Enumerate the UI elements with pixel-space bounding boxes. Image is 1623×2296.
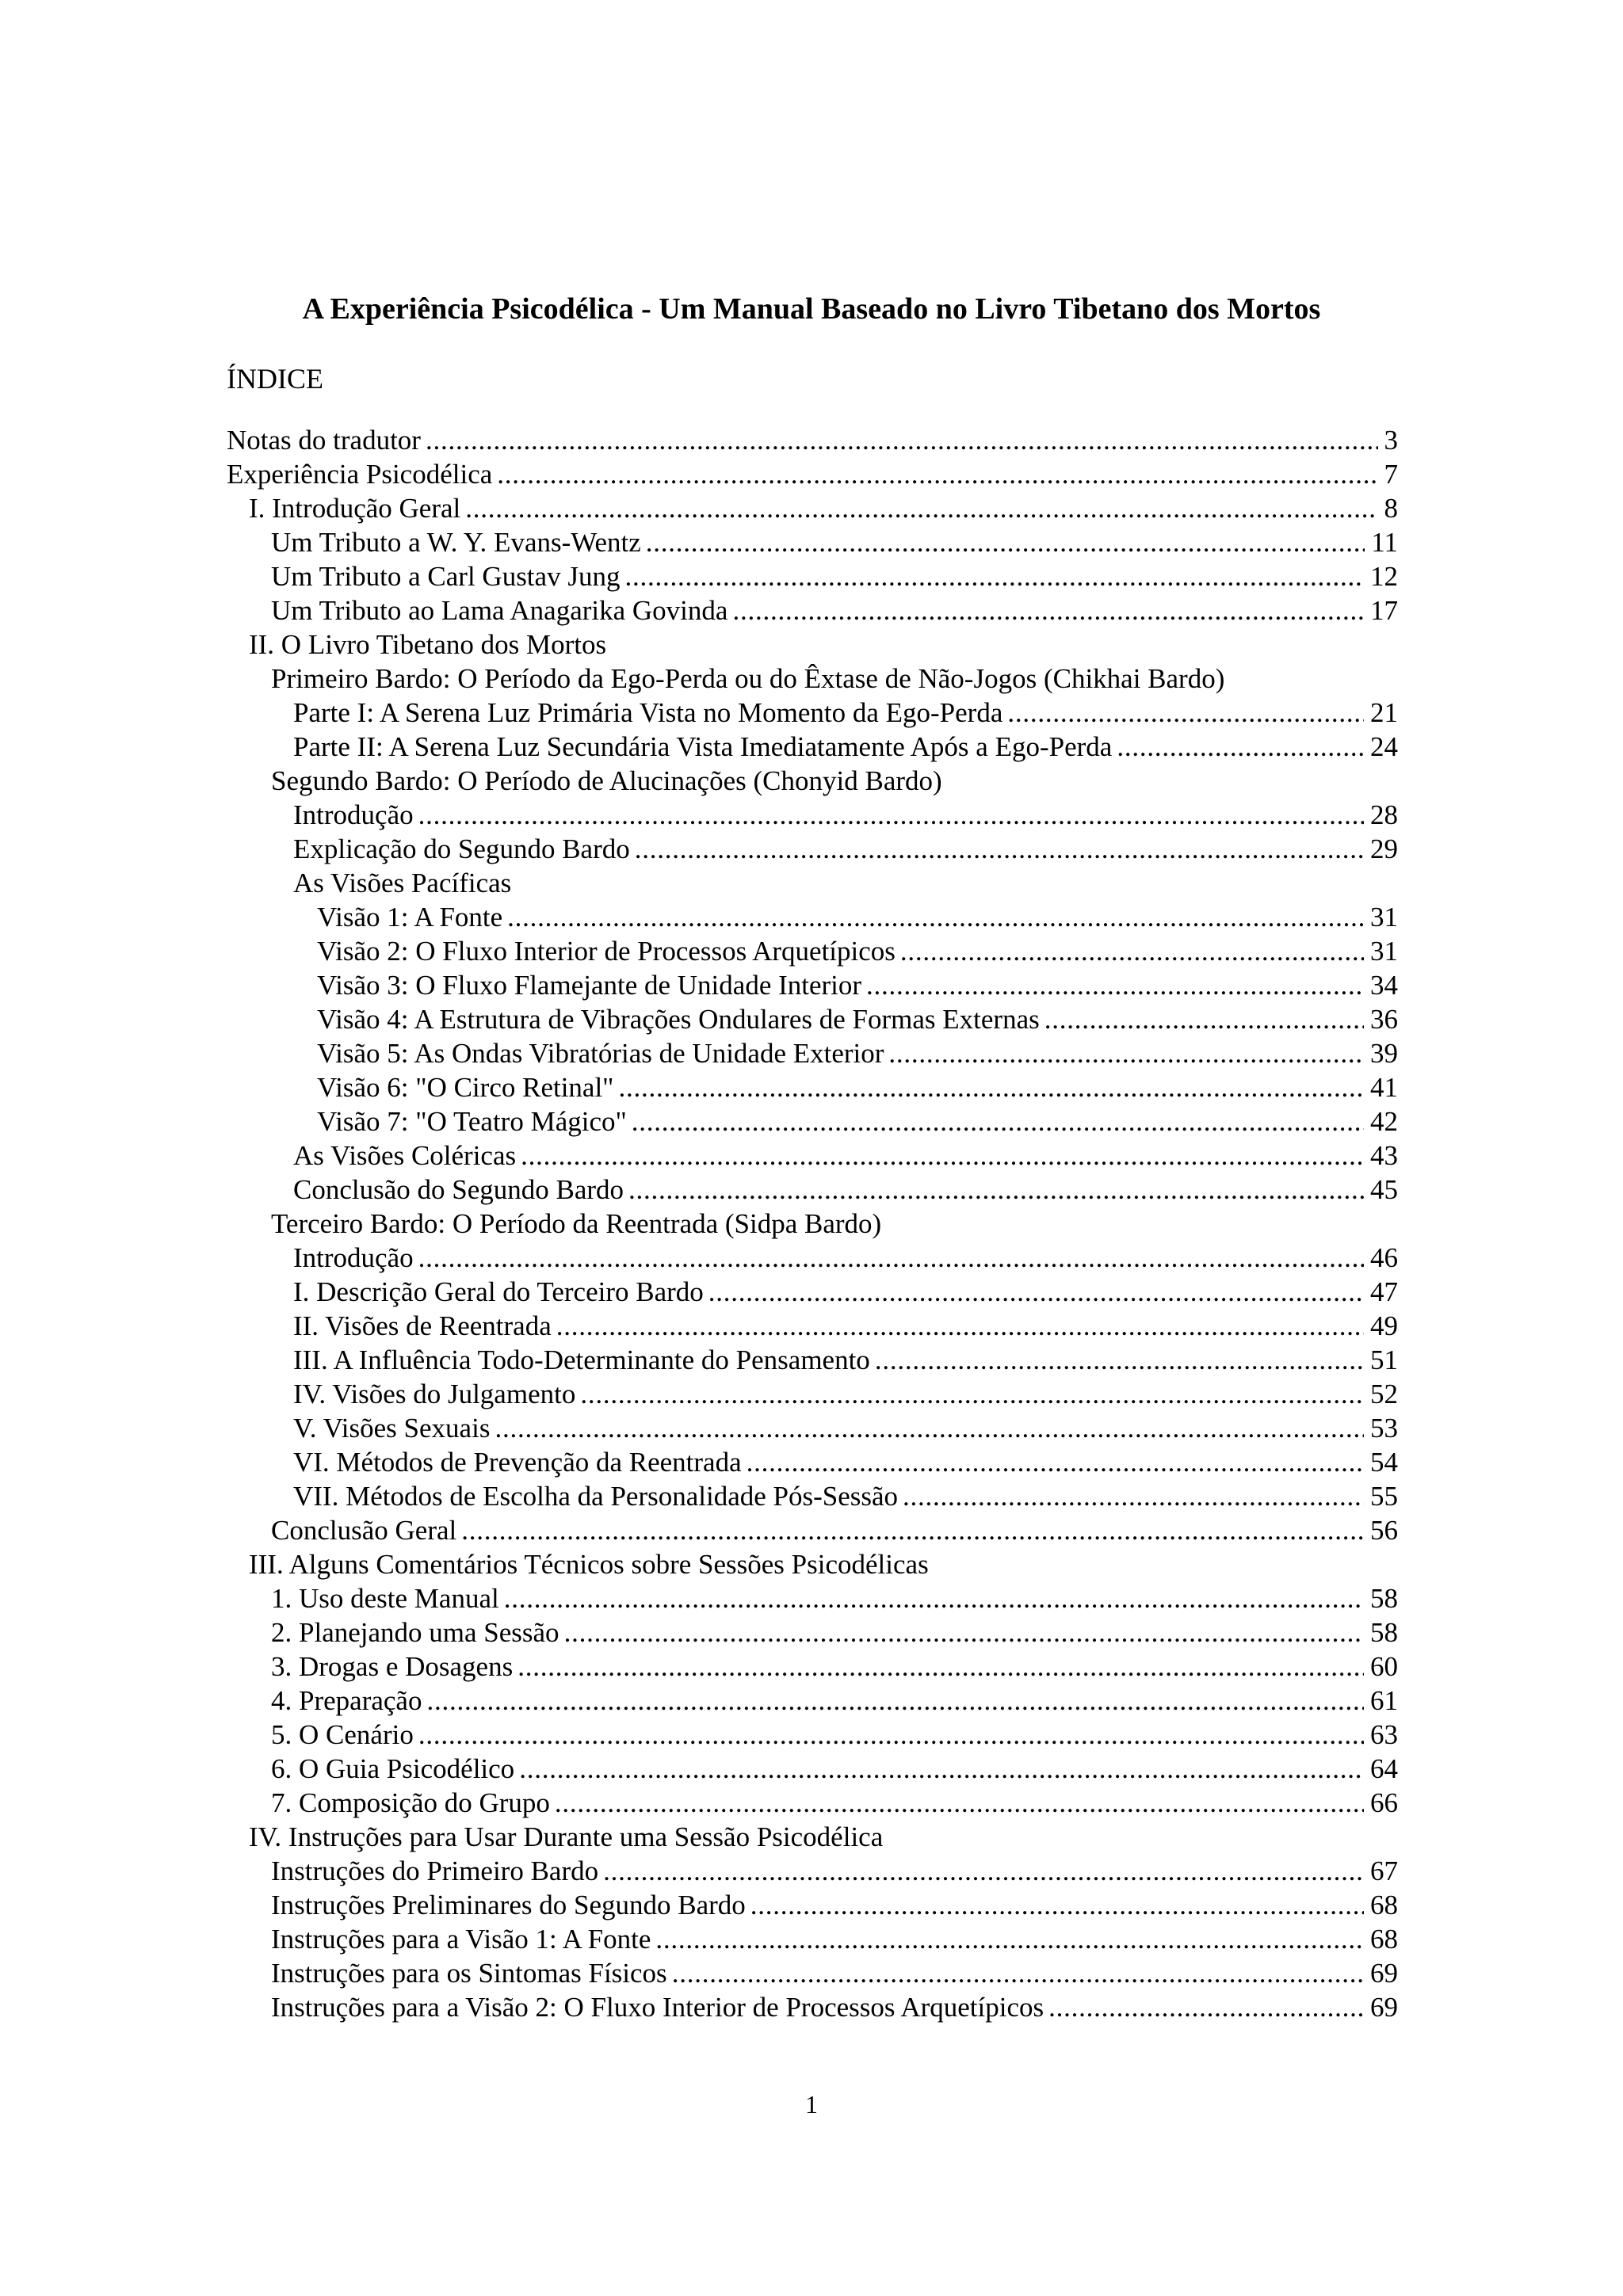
toc-entry-page: 7 — [1384, 459, 1398, 490]
toc-entry-title: Primeiro Bardo: O Período da Ego-Perda ou do Êxtase de Não-Jogos (Chikhai Bardo) — [271, 663, 1225, 694]
toc-dot-leader — [750, 1888, 1364, 1922]
toc-entry[interactable] — [227, 457, 1398, 491]
toc-entry[interactable] — [227, 1615, 1398, 1650]
toc-entry-title: Parte II: A Serena Luz Secundária Vista Imediatamente Após a Ego-Perda — [293, 731, 1113, 762]
toc-dot-leader — [732, 593, 1364, 627]
toc-entry-title: V. Visões Sexuais — [293, 1413, 491, 1444]
toc-dot-leader — [564, 1615, 1364, 1650]
toc-dot-leader — [504, 1581, 1364, 1615]
toc-entry-title: 4. Preparação — [271, 1685, 422, 1716]
toc-entry-title: I. Descrição Geral do Terceiro Bardo — [293, 1276, 704, 1307]
toc-entry[interactable] — [227, 1104, 1398, 1138]
toc-dot-leader — [672, 1956, 1364, 1990]
toc-dot-leader — [418, 1718, 1364, 1752]
toc-entry-title: Visão 6: "O Circo Retinal" — [317, 1072, 614, 1103]
toc-dot-leader — [519, 1752, 1364, 1786]
toc-entry-page: 55 — [1370, 1481, 1398, 1512]
toc-entry-page: 67 — [1370, 1855, 1398, 1886]
toc-entry-title: III. A Influência Todo-Determinante do Pensamento — [293, 1344, 870, 1375]
toc-dot-leader — [903, 1479, 1364, 1513]
toc-entry-page: 68 — [1370, 1890, 1398, 1920]
toc-entry-title: I. Introdução Geral — [249, 493, 461, 524]
toc-dot-leader — [1048, 1990, 1364, 2024]
toc-entry-page: 53 — [1370, 1413, 1398, 1444]
toc-entry[interactable] — [227, 593, 1398, 627]
index-heading: ÍNDICE — [227, 363, 323, 395]
toc-entry[interactable] — [227, 764, 1398, 798]
toc-entry[interactable] — [227, 1752, 1398, 1786]
toc-entry[interactable] — [227, 1650, 1398, 1684]
toc-dot-leader — [888, 1036, 1364, 1070]
toc-dot-leader — [1044, 1002, 1364, 1036]
toc-entry-page: 60 — [1370, 1651, 1398, 1682]
toc-entry[interactable] — [227, 832, 1398, 866]
toc-entry-page: 39 — [1370, 1038, 1398, 1069]
toc-entry[interactable] — [227, 1888, 1398, 1922]
toc-entry-title: Um Tributo a W. Y. Evans-Wentz — [271, 527, 641, 558]
toc-entry-page: 52 — [1370, 1379, 1398, 1409]
toc-dot-leader — [875, 1343, 1364, 1377]
toc-entry-page: 68 — [1370, 1924, 1398, 1955]
toc-entry-page: 54 — [1370, 1447, 1398, 1478]
toc-entry[interactable] — [227, 1309, 1398, 1343]
toc-entry-page: 8 — [1384, 493, 1398, 524]
toc-entry[interactable] — [227, 1922, 1398, 1956]
toc-entry-title: Instruções do Primeiro Bardo — [271, 1855, 599, 1886]
toc-entry[interactable] — [227, 1275, 1398, 1309]
toc-entry-page: 66 — [1370, 1787, 1398, 1818]
toc-entry-title: Um Tributo ao Lama Anagarika Govinda — [271, 595, 728, 626]
toc-entry-page: 56 — [1370, 1515, 1398, 1546]
toc-entry[interactable] — [227, 1241, 1398, 1275]
toc-entry-title: Explicação do Segundo Bardo — [293, 833, 630, 864]
toc-entry[interactable] — [227, 1138, 1398, 1173]
toc-entry[interactable] — [227, 1070, 1398, 1104]
toc-dot-leader — [866, 968, 1364, 1002]
toc-entry[interactable] — [227, 1002, 1398, 1036]
toc-dot-leader — [708, 1275, 1364, 1309]
toc-entry-title: Experiência Psicodélica — [227, 459, 493, 490]
toc-entry[interactable] — [227, 968, 1398, 1002]
toc-dot-leader — [900, 934, 1364, 968]
toc-entry[interactable] — [227, 1411, 1398, 1445]
toc-entry-page: 3 — [1384, 425, 1398, 456]
toc-entry-page: 11 — [1371, 527, 1398, 558]
toc-entry[interactable] — [227, 798, 1398, 832]
toc-entry-title: Notas do tradutor — [227, 425, 421, 456]
toc-entry-page: 17 — [1370, 595, 1398, 626]
toc-entry[interactable] — [227, 1820, 1398, 1854]
toc-entry-title: Parte I: A Serena Luz Primária Vista no Momento da Ego-Perda — [293, 697, 1003, 728]
toc-entry[interactable] — [227, 696, 1398, 730]
toc-entry-title: Visão 7: "O Teatro Mágico" — [317, 1106, 627, 1137]
toc-entry-title: 6. O Guia Psicodélico — [271, 1753, 515, 1784]
toc-entry[interactable] — [227, 866, 1398, 900]
toc-entry-title: Terceiro Bardo: O Período da Reentrada (Sidpa Bardo) — [271, 1208, 882, 1239]
toc-dot-leader — [555, 1786, 1364, 1820]
toc-entry-title: IV. Visões do Julgamento — [293, 1379, 576, 1409]
toc-entry-page: 46 — [1370, 1242, 1398, 1273]
toc-entry[interactable] — [227, 1581, 1398, 1615]
toc-entry-page: 61 — [1370, 1685, 1398, 1716]
document-title: A Experiência Psicodélica - Um Manual Baseado no Livro Tibetano dos Mortos — [302, 292, 1321, 326]
toc-dot-leader — [556, 1309, 1364, 1343]
toc-entry[interactable] — [227, 1513, 1398, 1547]
toc-entry[interactable] — [227, 662, 1398, 696]
toc-entry-title: Instruções para a Visão 1: A Fonte — [271, 1924, 651, 1955]
toc-entry-title: 5. O Cenário — [271, 1719, 414, 1750]
toc-entry-title: Instruções Preliminares do Segundo Bardo — [271, 1890, 746, 1920]
toc-entry-title: 7. Composição do Grupo — [271, 1787, 550, 1818]
toc-entry-title: Introdução — [293, 799, 414, 830]
toc-dot-leader — [747, 1445, 1364, 1479]
toc-entry-title: II. Visões de Reentrada — [293, 1310, 552, 1341]
toc-entry[interactable] — [227, 934, 1398, 968]
toc-entry[interactable] — [227, 1990, 1398, 2024]
toc-entry[interactable] — [227, 1854, 1398, 1888]
toc-dot-leader — [517, 1650, 1364, 1684]
toc-dot-leader — [1007, 696, 1364, 730]
toc-entry-page: 47 — [1370, 1276, 1398, 1307]
table-of-contents — [227, 423, 1398, 2024]
toc-entry-page: 41 — [1370, 1072, 1398, 1103]
toc-entry[interactable] — [227, 1479, 1398, 1513]
toc-dot-leader — [418, 798, 1364, 832]
toc-entry-page: 12 — [1370, 561, 1398, 592]
toc-entry[interactable] — [227, 491, 1398, 525]
toc-dot-leader — [507, 900, 1364, 934]
toc-entry-title: Conclusão Geral — [271, 1515, 457, 1546]
toc-entry[interactable] — [227, 1207, 1398, 1241]
toc-entry[interactable] — [227, 423, 1398, 457]
toc-entry-title: 2. Planejando uma Sessão — [271, 1617, 559, 1648]
toc-entry-page: 58 — [1370, 1617, 1398, 1648]
page-number: 1 — [805, 2090, 818, 2119]
toc-entry[interactable] — [227, 1173, 1398, 1207]
toc-entry[interactable] — [227, 730, 1398, 764]
toc-entry-page: 69 — [1370, 1958, 1398, 1989]
toc-entry[interactable] — [227, 1956, 1398, 1990]
toc-entry-title: Visão 2: O Fluxo Interior de Processos Arquetípicos — [317, 936, 896, 967]
toc-entry-title: As Visões Pacíficas — [293, 868, 512, 898]
toc-entry-title: VI. Métodos de Prevenção da Reentrada — [293, 1447, 742, 1478]
toc-entry-title: Segundo Bardo: O Período de Alucinações (Chonyid Bardo) — [271, 765, 942, 796]
toc-entry-title: Visão 4: A Estrutura de Vibrações Ondulares de Formas Externas — [317, 1004, 1040, 1035]
toc-entry-page: 69 — [1370, 1992, 1398, 2023]
toc-entry-page: 49 — [1370, 1310, 1398, 1341]
toc-entry-page: 64 — [1370, 1753, 1398, 1784]
toc-dot-leader — [603, 1854, 1364, 1888]
toc-entry[interactable] — [227, 1343, 1398, 1377]
toc-entry-page: 31 — [1370, 936, 1398, 967]
toc-dot-leader — [624, 559, 1364, 593]
toc-dot-leader — [580, 1377, 1364, 1411]
toc-dot-leader — [465, 491, 1377, 525]
toc-entry-title: Visão 3: O Fluxo Flamejante de Unidade Interior — [317, 970, 862, 1001]
toc-entry-title: III. Alguns Comentários Técnicos sobre Sessões Psicodélicas — [249, 1549, 929, 1580]
toc-entry-page: 24 — [1370, 731, 1398, 762]
toc-entry-title: Instruções para a Visão 2: O Fluxo Interior de Processos Arquetípicos — [271, 1992, 1044, 2023]
toc-dot-leader — [497, 457, 1377, 491]
toc-entry-page: 21 — [1370, 697, 1398, 728]
toc-dot-leader — [1117, 730, 1364, 764]
toc-entry-page: 28 — [1370, 799, 1398, 830]
toc-entry[interactable] — [227, 900, 1398, 934]
toc-entry[interactable] — [227, 1036, 1398, 1070]
toc-entry-page: 43 — [1370, 1140, 1398, 1171]
toc-entry[interactable] — [227, 627, 1398, 662]
toc-entry-title: II. O Livro Tibetano dos Mortos — [249, 629, 607, 660]
toc-entry[interactable] — [227, 1377, 1398, 1411]
toc-entry-title: IV. Instruções para Usar Durante uma Sessão Psicodélica — [249, 1821, 884, 1852]
toc-entry[interactable] — [227, 1547, 1398, 1581]
toc-dot-leader — [426, 423, 1378, 457]
toc-entry[interactable] — [227, 559, 1398, 593]
toc-entry[interactable] — [227, 1445, 1398, 1479]
toc-dot-leader — [495, 1411, 1364, 1445]
toc-entry-title: Visão 5: As Ondas Vibratórias de Unidade Exterior — [317, 1038, 884, 1069]
toc-entry-page: 34 — [1370, 970, 1398, 1001]
toc-dot-leader — [426, 1684, 1364, 1718]
toc-entry-title: 3. Drogas e Dosagens — [271, 1651, 514, 1682]
toc-entry-title: Um Tributo a Carl Gustav Jung — [271, 561, 621, 592]
toc-entry-page: 45 — [1370, 1174, 1398, 1205]
toc-dot-leader — [646, 525, 1365, 559]
toc-entry-page: 51 — [1370, 1344, 1398, 1375]
toc-entry-page: 42 — [1370, 1106, 1398, 1137]
toc-entry-title: VII. Métodos de Escolha da Personalidade Pós-Sessão — [293, 1481, 899, 1512]
toc-dot-leader — [618, 1070, 1364, 1104]
toc-entry[interactable] — [227, 1718, 1398, 1752]
toc-entry-page: 58 — [1370, 1583, 1398, 1614]
toc-entry-page: 31 — [1370, 902, 1398, 933]
toc-dot-leader — [635, 832, 1364, 866]
toc-entry-title: 1. Uso deste Manual — [271, 1583, 499, 1614]
toc-entry-title: Instruções para os Sintomas Físicos — [271, 1958, 667, 1989]
toc-dot-leader — [461, 1513, 1364, 1547]
toc-entry-title: Introdução — [293, 1242, 414, 1273]
toc-dot-leader — [628, 1173, 1364, 1207]
toc-dot-leader — [632, 1104, 1364, 1138]
toc-entry[interactable] — [227, 525, 1398, 559]
toc-entry-title: As Visões Coléricas — [293, 1140, 517, 1171]
toc-entry-title: Visão 1: A Fonte — [317, 902, 503, 933]
toc-entry-page: 36 — [1370, 1004, 1398, 1035]
toc-entry-page: 63 — [1370, 1719, 1398, 1750]
toc-entry-page: 29 — [1370, 833, 1398, 864]
toc-entry-title: Conclusão do Segundo Bardo — [293, 1174, 624, 1205]
toc-entry[interactable] — [227, 1684, 1398, 1718]
toc-entry[interactable] — [227, 1786, 1398, 1820]
toc-dot-leader — [521, 1138, 1364, 1173]
toc-dot-leader — [418, 1241, 1364, 1275]
toc-dot-leader — [655, 1922, 1364, 1956]
